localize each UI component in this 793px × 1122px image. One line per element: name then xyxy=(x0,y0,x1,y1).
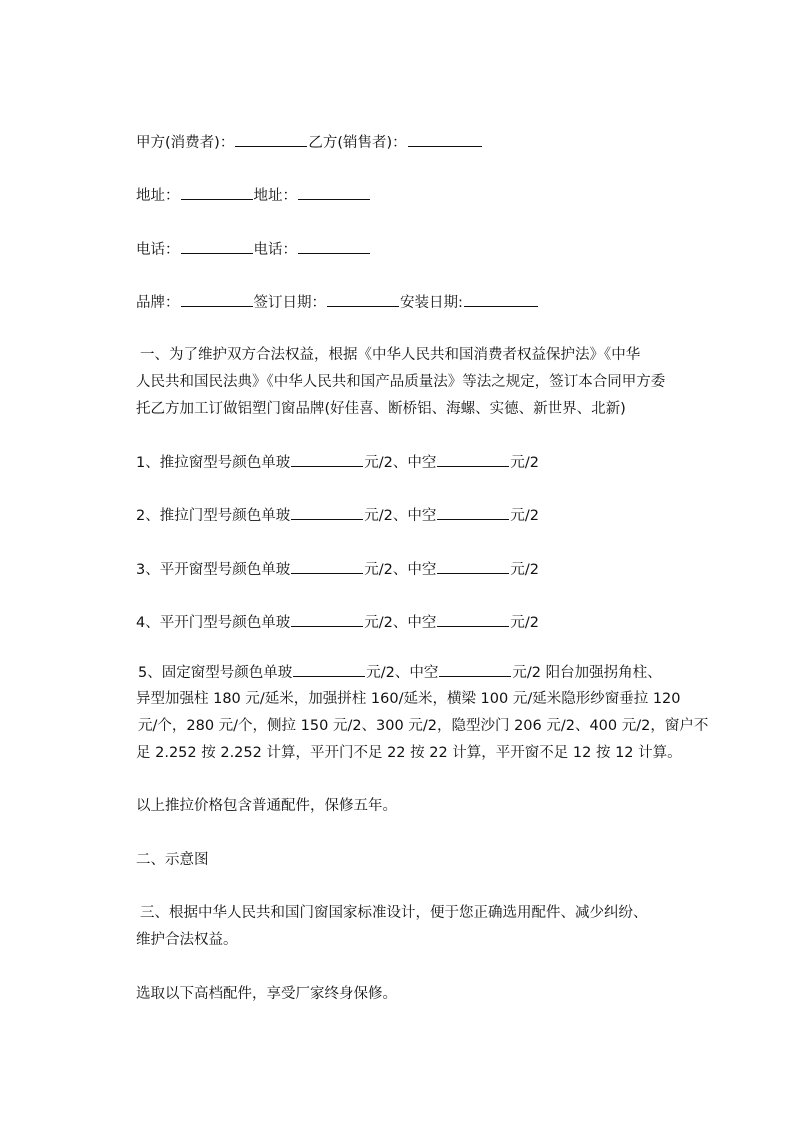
section3-line1: 三、根据中华人民共和国门窗国家标准设计，便于您正确选用配件、减少纠纷、 xyxy=(140,905,648,921)
item-mid: 元/2、中空 xyxy=(364,615,437,631)
warranty-note: 以上推拉价格包含普通配件，保修五年。 xyxy=(136,798,397,814)
brand-date-line xyxy=(136,292,539,313)
item-label: 4、平开门型号颜色单玻 xyxy=(136,615,291,631)
single-glass-price-blank[interactable] xyxy=(291,505,363,520)
section3-line2: 维护合法权益。 xyxy=(136,932,238,948)
price-item xyxy=(136,452,539,473)
install-date-label: 安装日期: xyxy=(400,295,463,311)
address-label-a: 地址： xyxy=(136,188,180,204)
item5-end: 元/2 阳台加强拐角柱、 xyxy=(512,665,662,681)
item-label: 1、推拉窗型号颜色单玻 xyxy=(136,455,291,471)
hollow-glass-price-blank[interactable] xyxy=(437,559,509,574)
item-end: 元/2 xyxy=(510,508,539,524)
sign-date-blank[interactable] xyxy=(327,292,399,307)
brand-blank[interactable] xyxy=(181,292,253,307)
item-end: 元/2 xyxy=(510,562,539,578)
phone-line xyxy=(136,239,371,260)
hollow-glass-price-blank[interactable] xyxy=(437,612,509,627)
item-label: 2、推拉门型号颜色单玻 xyxy=(136,508,291,524)
party-a-label: 甲方(消费者)： xyxy=(136,135,235,151)
item5-label: 5、固定窗型号颜色单玻 xyxy=(138,665,293,681)
phone-b-blank[interactable] xyxy=(298,239,370,254)
phone-a-blank[interactable] xyxy=(181,239,253,254)
hollow-glass-price-blank[interactable] xyxy=(439,662,511,677)
single-glass-price-blank[interactable] xyxy=(291,452,363,467)
phone-label-b: 电话： xyxy=(253,242,297,258)
item-mid: 元/2、中空 xyxy=(364,562,437,578)
price-item xyxy=(136,612,539,633)
address-b-blank[interactable] xyxy=(298,185,370,200)
section2-heading: 二、示意图 xyxy=(136,852,209,868)
item-label: 3、平开窗型号颜色单玻 xyxy=(136,562,291,578)
phone-label-a: 电话： xyxy=(136,242,180,258)
price-item xyxy=(136,559,539,580)
hollow-glass-price-blank[interactable] xyxy=(437,452,509,467)
single-glass-price-blank[interactable] xyxy=(291,559,363,574)
section1-line1: 一、为了维护双方合法权益，根据《中华人民共和国消费者权益保护法》《中华 xyxy=(140,347,641,363)
address-line xyxy=(136,185,371,206)
install-date-blank[interactable] xyxy=(464,292,538,307)
party-b-label: 乙方(销售者)： xyxy=(308,135,407,151)
price-item xyxy=(136,505,539,526)
party-b-blank[interactable] xyxy=(408,132,482,147)
address-a-blank[interactable] xyxy=(181,185,253,200)
section1-line3: 托乙方加工订做铝塑门窗品牌(好佳喜、断桥铝、海螺、实德、新世界、北新) xyxy=(136,401,626,417)
hollow-glass-price-blank[interactable] xyxy=(437,505,509,520)
item5-line4: 足 2.252 按 2.252 计算，平开门不足 22 按 22 计算，平开窗不足 12 按 12 计算。 xyxy=(136,745,682,761)
single-glass-price-blank[interactable] xyxy=(293,662,365,677)
item5-mid: 元/2、中空 xyxy=(366,665,439,681)
item5-line2: 异型加强柱 180 元/延米，加强拼柱 160/延米，横梁 100 元/延米隐形纱窗垂拉 120 xyxy=(136,691,681,707)
sign-date-label: 签订日期： xyxy=(253,295,326,311)
address-label-b: 地址： xyxy=(253,188,297,204)
brand-label: 品牌： xyxy=(136,295,180,311)
closing-note: 选取以下高档配件，享受厂家终身保修。 xyxy=(136,986,397,1002)
item-end: 元/2 xyxy=(510,615,539,631)
item-end: 元/2 xyxy=(510,455,539,471)
item-mid: 元/2、中空 xyxy=(364,455,437,471)
item5-line3: 元/个，280 元/个，侧拉 150 元/2、300 元/2，隐型沙门 206 元/2、400 元/2，窗户不 xyxy=(138,718,709,734)
single-glass-price-blank[interactable] xyxy=(291,612,363,627)
party-line xyxy=(136,132,483,153)
price-item-5 xyxy=(138,662,662,683)
party-a-blank[interactable] xyxy=(235,132,307,147)
item-mid: 元/2、中空 xyxy=(364,508,437,524)
section1-line2: 人民共和国民法典》《中华人民共和国产品质量法》等法之规定，签订本合同甲方委 xyxy=(136,374,666,390)
